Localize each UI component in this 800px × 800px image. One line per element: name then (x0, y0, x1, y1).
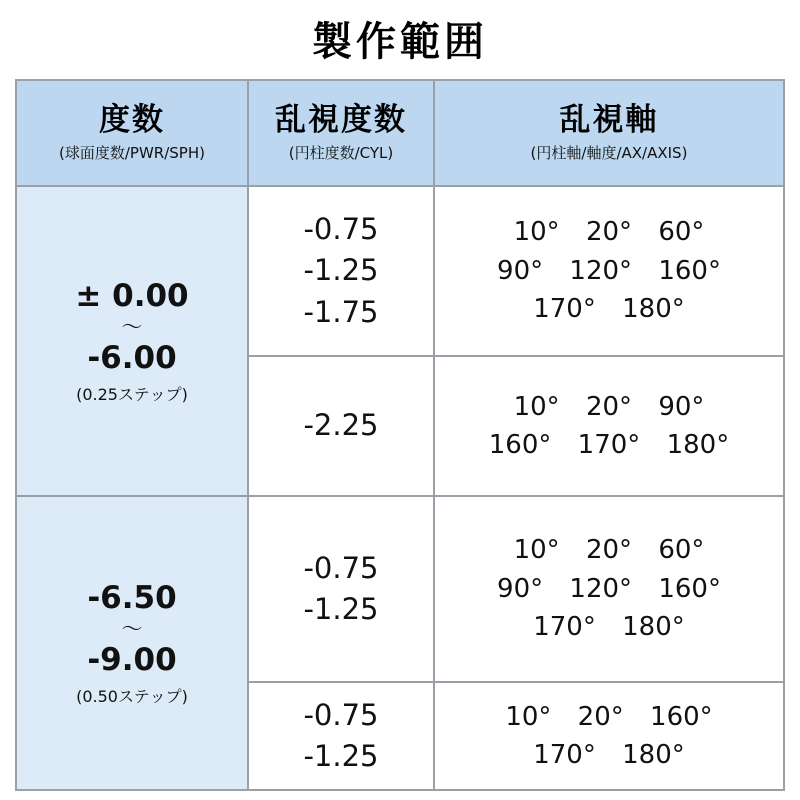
cylinder-value: -0.75 (303, 212, 379, 247)
axis-value: 160° (650, 701, 713, 732)
cylinder-value: -1.75 (303, 294, 379, 329)
axis-value: 170° (533, 612, 596, 643)
axis-value: 60° (658, 535, 705, 566)
table-row (16, 186, 784, 356)
power-range-step: (0.50ステップ) (76, 686, 188, 706)
power-range-bottom: -9.00 (87, 642, 177, 679)
header-power-label: 度数 (99, 101, 165, 138)
axis-line (441, 388, 777, 426)
axis-value: 180° (622, 612, 685, 643)
axis-values (435, 213, 783, 328)
cylinder-value: -2.25 (303, 408, 379, 443)
header-axis (434, 80, 784, 186)
power-cell-group-1 (16, 186, 248, 496)
axis-value: 170° (533, 294, 596, 325)
axis-line (441, 608, 777, 646)
axis-value: 10° (505, 701, 552, 732)
axis-values (435, 531, 783, 646)
axis-value: 20° (585, 391, 633, 422)
axis-line (441, 252, 777, 290)
axis-line (441, 736, 777, 774)
axis-line (441, 531, 777, 569)
axis-value: 170° (533, 740, 596, 770)
axis-value: 160° (488, 430, 552, 460)
axis-value: 180° (622, 294, 685, 325)
header-power (16, 80, 248, 186)
axis-value: 160° (658, 255, 721, 286)
power-range-step: (0.25ステップ) (76, 384, 188, 404)
power-cell-group-2 (16, 496, 248, 790)
axis-value: 120° (569, 573, 633, 604)
axis-value: 20° (585, 217, 633, 248)
power-range-top: ± 0.00 (75, 278, 189, 315)
header-cylinder-label: 乱視度数 (275, 101, 407, 138)
axis-cell (434, 682, 784, 790)
axis-value: 60° (658, 217, 705, 248)
axis-cell (434, 496, 784, 682)
axis-value: 120° (569, 255, 633, 286)
axis-cell (434, 356, 784, 496)
table-body (16, 186, 784, 790)
header-axis-label: 乱視軸 (559, 101, 659, 138)
axis-value: 90° (497, 573, 544, 604)
table-header (16, 80, 784, 186)
axis-line (441, 570, 777, 608)
axis-line (441, 213, 777, 251)
axis-line (441, 698, 777, 736)
power-range-top: -6.50 (87, 580, 177, 617)
axis-cell (434, 186, 784, 356)
axis-value: 20° (577, 701, 624, 732)
axis-value: 90° (658, 391, 705, 422)
cylinder-cell (248, 682, 434, 790)
production-range-table (15, 79, 785, 791)
cylinder-values (249, 695, 433, 777)
axis-values (435, 698, 783, 775)
cylinder-values (249, 405, 433, 446)
axis-value: 10° (513, 535, 560, 566)
axis-value: 160° (658, 573, 721, 604)
cylinder-cell (248, 186, 434, 356)
cylinder-value: -1.25 (303, 592, 379, 626)
axis-value: 170° (577, 430, 641, 460)
cylinder-value: -0.75 (303, 550, 379, 585)
axis-value: 180° (666, 430, 730, 460)
axis-value: 10° (513, 217, 560, 248)
cylinder-cell (248, 496, 434, 682)
header-cylinder-sublabel: (円柱度数/CYL) (288, 144, 394, 163)
axis-value: 10° (513, 391, 560, 422)
cylinder-cell (248, 356, 434, 496)
power-range-bottom: -6.00 (87, 340, 177, 377)
power-range-tilde: 〜 (121, 314, 143, 339)
axis-value: 20° (585, 535, 633, 566)
axis-line (441, 290, 777, 328)
power-range-tilde: 〜 (121, 616, 143, 641)
cylinder-value: -1.25 (303, 253, 379, 288)
cylinder-values (249, 548, 433, 630)
cylinder-value: -0.75 (303, 697, 379, 732)
cylinder-values (249, 209, 433, 333)
header-cylinder (248, 80, 434, 186)
axis-values (435, 388, 783, 465)
axis-value: 90° (497, 255, 544, 286)
page-title: 製作範囲 (312, 19, 488, 65)
axis-value: 180° (622, 740, 685, 770)
header-axis-sublabel: (円柱軸/軸度/AX/AXIS) (530, 144, 688, 163)
axis-line (441, 426, 777, 464)
cylinder-value: -1.25 (303, 739, 379, 773)
header-power-sublabel: (球面度数/PWR/SPH) (59, 144, 205, 163)
table-row (16, 496, 784, 682)
